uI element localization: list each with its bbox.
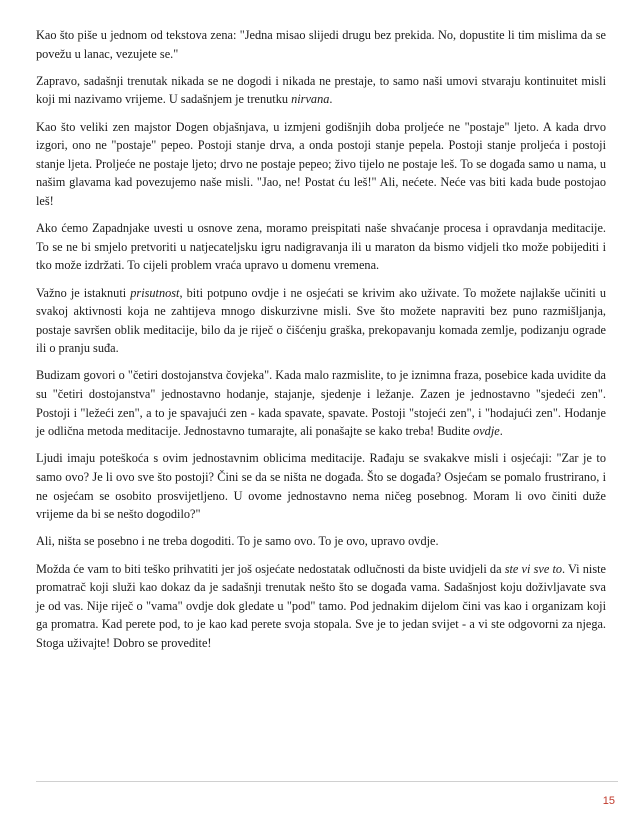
- italic-text-segment: prisutnost: [130, 285, 180, 300]
- text-segment: Možda će vam to biti teško prihvatiti jer još osjećate nedostatak odlučnosti da biste uvidjeli da: [36, 561, 505, 576]
- italic-text-segment: ste vi sve to: [504, 561, 563, 576]
- paragraph-9: [36, 560, 606, 653]
- paragraph-8: [36, 532, 606, 551]
- paragraph-4: [36, 219, 606, 275]
- text-segment: .: [499, 424, 503, 439]
- text-segment: Ako ćemo Zapadnjake uvesti u osnove zena, moramo preispitati naše shvaćanje procesa i opravdanja meditacije. To se ne bi smjelo pretvoriti u natjecateljsku igru nadigravanja ili u maraton da bismo vidjeli tko može pobijediti i tko može izdržati. To cijeli problem vraća upravo u domenu vremena.: [36, 221, 606, 273]
- text-segment: Budizam govori o "četiri dostojanstva čovjeka". Kada malo razmislite, to je iznimna fraza, posebice kada uvidite da su "četiri dostojanstva" jednostavno hodanje, stajanje, sjedenje i ležanje. Zazen je jednostavno "sjedeći zen". Postoji i "ležeći zen", a to je spavajući zen - kada spavate, spavate. Postoji "stojeći zen", i "hodajući zen". Hodanje je odlična metoda meditacije. Jednostavno tumarajte, ali ponašajte se kako treba! Budite: [36, 368, 606, 439]
- text-segment: Ljudi imaju poteškoća s ovim jednostavnim oblicima meditacije. Rađaju se svakakve misli i osjećaji: "Zar je to samo ovo? Je li ovo sve što postoji? Čini se da se ništa ne događa. Što se događa? Osjećam se pomalo frustrirano, i ne osjećam se osobito prosvijetljeno. U ovome jednostavno nema ničeg posebnog. Moram li ovo činiti duže vrijeme da bi se nešto dogodilo?": [36, 451, 606, 522]
- paragraph-7: [36, 449, 606, 523]
- page-number: 15: [602, 795, 615, 807]
- paragraph-1: [36, 26, 606, 63]
- text-segment: Kao što piše u jednom od tekstova zena: "Jedna misao slijedi drugu bez prekida. No, dopustite li tim mislima da se povežu u lanac, vezujete se.": [36, 28, 606, 61]
- paragraph-3: [36, 118, 606, 211]
- italic-text-segment: ovdje: [473, 424, 500, 439]
- text-segment: , biti potpuno ovdje i ne osjećati se krivim ako uživate. To možete najlakše učiniti u svakoj aktivnosti koja ne zahtijeva mnogo diskurzivne misli. Sve što možete napraviti bez puno razmišljanja, postaje savršen oblik meditacije, bilo da je riječ o čišćenju graška, prekopavanju komada zemlje, podizanju ograde ili o pranju suđa.: [36, 285, 606, 356]
- paragraph-5: [36, 284, 606, 358]
- text-segment: . Vi niste promatrač koji služi kao dokaz da je sadašnji trenutak nešto što se događa vama. Sadašnjost koju doživljavate sva je od vas. Nije riječ o "vama" ovdje dok gledate u "pod" tamo. Pod jednakim dijelom čini vas kao i organizam koji ga promatra. Kad perete pod, to je kao kad perete svoja stopala. Sve je to jedan svijet - a vi ste odgovorni za njega. Stoga uživajte! Dobro se provedite!: [36, 561, 606, 650]
- text-segment: Kao što veliki zen majstor Dogen objašnjava, u izmjeni godišnjih doba proljeće ne "postaje" ljeto. A kada drvo izgori, ono ne "postaje" pepeo. Postoji stanje drva, a onda postoji stanje pepela. Postoji stanje proljeća i postoji stanje ljeta. Proljeće ne postaje ljeto; drvo ne postaje pepeo; živo tijelo ne postaje leš. To se događa samo u nama, u našim glavama kad povezujemo naše misli. "Jao, ne! Postat ću leš!" Ali, nećete. Neće vas biti kada bude postojao leš!: [36, 119, 606, 208]
- text-segment: Zapravo, sadašnji trenutak nikada se ne dogodi i nikada ne prestaje, to samo naši umovi stvaraju kontinuitet misli koji mi nazivamo vrijeme. U sadašnjem je trenutku: [36, 73, 606, 107]
- italic-text-segment: nirvana: [291, 92, 330, 107]
- text-segment: Ali, ništa se posebno i ne treba dogoditi. To je samo ovo. To je ovo, upravo ovdje.: [36, 534, 439, 549]
- paragraph-6: [36, 366, 606, 440]
- paragraph-2: [36, 72, 606, 109]
- page-footer: [36, 781, 618, 810]
- text-segment: Važno je istaknuti: [36, 285, 131, 300]
- text-segment: .: [329, 92, 333, 107]
- page-body: [36, 26, 606, 661]
